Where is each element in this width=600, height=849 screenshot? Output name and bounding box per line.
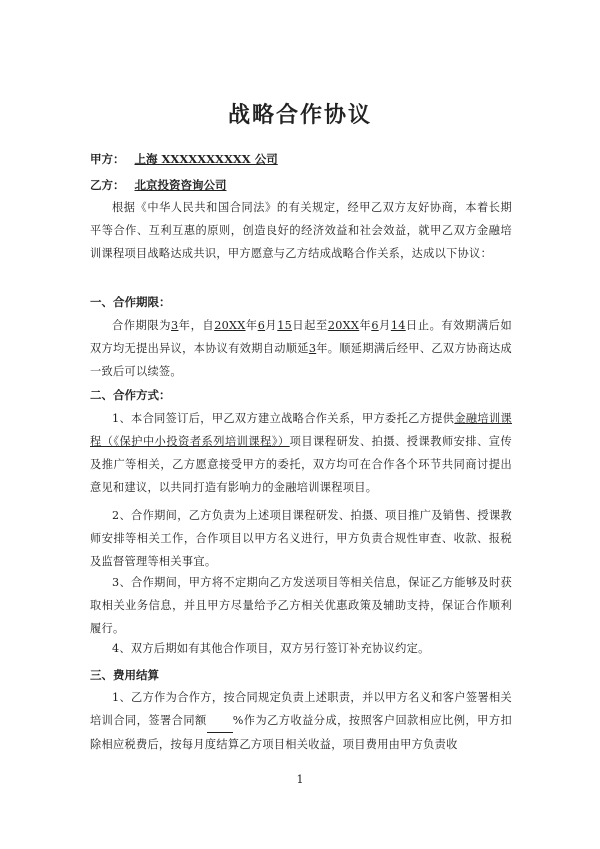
s3-text: %作为乙方收益分成，按照客户回款相应比例，甲方扣除相应税费后，按每月度结算乙方项目相关收益，项目费用由甲方负责收 [90, 714, 512, 751]
intro-paragraph: 根据《中华人民共和国合同法》的有关规定，经甲乙双方友好协商，本着长期平等合作、互利互惠的原则，创造良好的经济效益和社会效益，就甲乙双方金融培训课程项目战略达成共识，甲方愿意与乙方结成战略合作关系，达成以下协议： [90, 201, 512, 260]
s3-text: 1、乙方作为合作方，按合同规定负责上述职责，并以甲方名义和客户签署相关培训合同，签署合同额 [90, 691, 512, 727]
s1-end-month: 6 [371, 319, 379, 332]
s1-start-year: 20XX [214, 319, 246, 332]
section1-heading: 一、合作期限： [90, 295, 171, 309]
section2-heading: 二、合作方式： [90, 388, 171, 402]
section2-paragraph-2: 2、合作期间，乙方负责为上述项目课程研发、拍摄、项目推广及销售、授课教师安排等相关工作，合作项目以甲方名义进行，甲方负责合规性审查、收款、报税及监督管理等相关事宜。 [90, 509, 512, 568]
s1-text: 日止。有效期满后如双方均无提出异议，本协议有效期自动顺延 [90, 319, 512, 355]
s1-years: 3 [171, 319, 179, 332]
s1-text: 日起至 [292, 319, 328, 332]
party-b-name: 北京投资咨询公司 [134, 178, 227, 192]
s1-text: 合作期限为 [112, 319, 172, 332]
share-percent-blank [207, 709, 233, 733]
section3-heading: 三、费用结算 [90, 668, 159, 682]
s1-text: 年，自 [178, 319, 215, 332]
s1-text: 年。顺延期满后经甲、乙双方协商达成一致后可以续签。 [90, 342, 513, 378]
s1-text: 年 [245, 319, 258, 332]
document-title: 战略合作协议 [227, 102, 372, 128]
page-number: 1 [296, 773, 304, 786]
s1-start-day: 15 [277, 319, 293, 332]
party-a-name: 上海 XXXXXXXXXX 公司 [134, 152, 278, 166]
s1-extend-years: 3 [308, 342, 317, 355]
party-a-line [90, 151, 278, 167]
party-b-line [90, 177, 227, 193]
s2-text: 项目课程研发、拍摄、授课教师安排、宣传及推广等相关，乙方愿意接受甲方的委托，双方均可在合作各个环节共同商讨提出意见和建议，以共同打造有影响力的金融培训课程项目。 [90, 435, 512, 494]
s2-text: 1、本合同签订后，甲乙双方建立战略合作关系，甲方委托乙方提供 [112, 412, 455, 425]
s1-end-year: 20XX [327, 319, 360, 332]
s2-course-name: 金融培训课程（《保护中小投资者系列培训课程》） [90, 412, 512, 448]
section3-paragraph-1 [90, 686, 512, 756]
s1-text: 月 [378, 319, 391, 332]
section2-paragraph-4: 4、双方后期如有其他合作项目，双方另行签订补充协议约定。 [112, 642, 430, 655]
s1-text: 年 [359, 319, 372, 332]
s1-end-day: 14 [390, 319, 406, 332]
s1-start-month: 6 [257, 319, 266, 332]
s1-text: 月 [265, 319, 278, 332]
section1-paragraph [90, 314, 512, 383]
party-b-label: 乙方： [90, 178, 125, 192]
party-a-label: 甲方： [90, 152, 125, 166]
section2-paragraph-3: 3、合作期间，甲方将不定期向乙方发送项目等相关信息，保证乙方能够及时获取相关业务信息，并且甲方尽量给予乙方相关优惠政策及辅助支持，保证合作顺利履行。 [90, 576, 512, 635]
section2-paragraph-1 [90, 407, 512, 499]
